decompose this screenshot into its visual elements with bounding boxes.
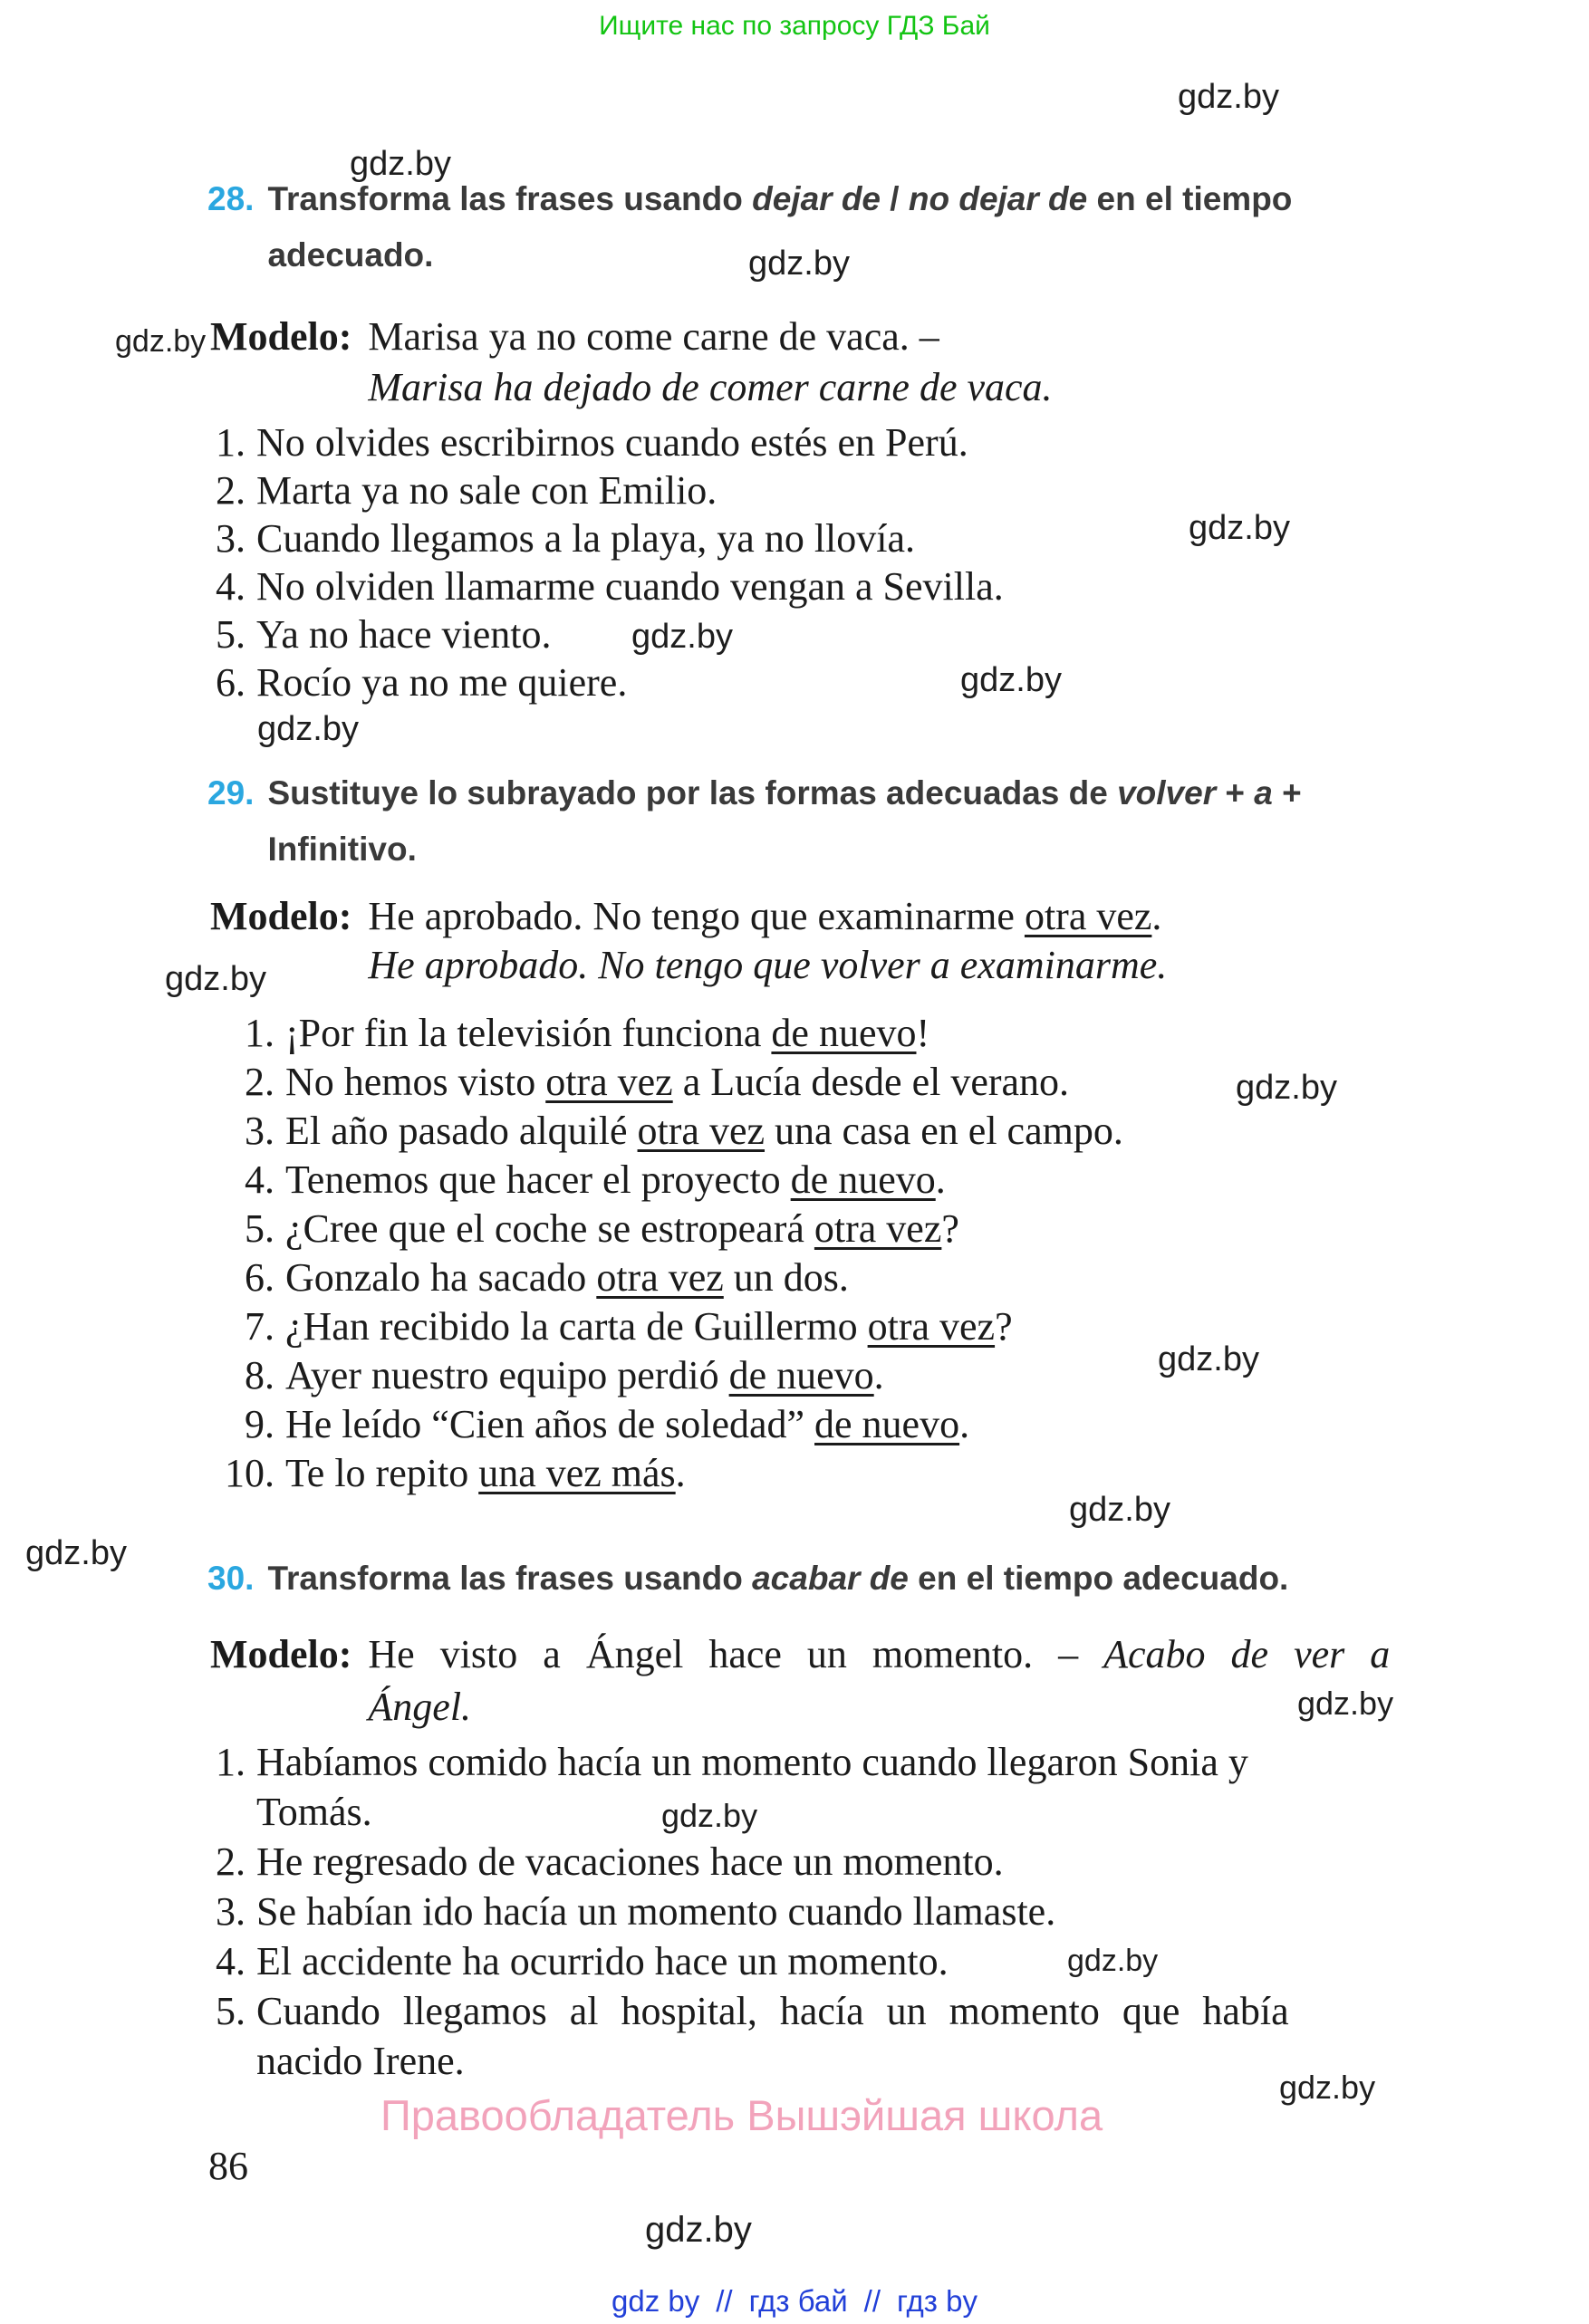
item-text <box>256 1737 1248 1837</box>
modelo-text <box>368 312 1052 413</box>
text-segment: . <box>873 1353 884 1397</box>
list-item <box>178 1107 1123 1156</box>
item-number: 8. <box>245 1353 274 1397</box>
gdz-watermark: gdz.by <box>1178 78 1279 116</box>
list-item <box>178 1058 1123 1107</box>
text-segment: no dejar de <box>908 180 1088 217</box>
text-segment: volver <box>1117 774 1217 811</box>
text-segment: otra vez <box>545 1060 673 1104</box>
text-segment: / <box>881 180 909 217</box>
modelo-text <box>368 892 1167 990</box>
gdz-watermark: gdz.by <box>115 324 207 359</box>
modelo-label: Modelo: <box>210 1632 352 1676</box>
list-item <box>178 562 1004 610</box>
list-item <box>178 1400 1123 1449</box>
text-segment: Gonzalo ha sacado <box>285 1255 597 1300</box>
text-segment: ¿Cree que el coche se estropeará <box>285 1206 814 1251</box>
item-text <box>256 1887 1055 1936</box>
exercise-number: 30. <box>207 1560 255 1597</box>
item-number: 7. <box>245 1304 274 1349</box>
list-item <box>178 1837 1289 1887</box>
list-item <box>178 1351 1123 1400</box>
text-segment: una vez más <box>478 1451 676 1495</box>
text-segment: No olviden llamarme cuando vengan a Sevilla. <box>256 564 1004 609</box>
list-item <box>178 1253 1123 1302</box>
text-segment: Habíamos comido hacía un momento cuando llegaron Sonia y <box>256 1740 1248 1784</box>
search-hint-banner: Ищите нас по запросу ГДЗ Бай <box>599 11 990 41</box>
gdz-watermark: gdz.by <box>25 1534 127 1572</box>
item-number: 1. <box>216 420 246 465</box>
text-segment: El año pasado alquilé <box>285 1109 638 1153</box>
text-segment: dejar de <box>752 180 881 217</box>
gdz-watermark: gdz.by <box>1236 1069 1337 1107</box>
item-text <box>285 1449 686 1498</box>
text-segment: + Infinitivo. <box>267 774 1302 868</box>
exercise-item-list <box>178 418 1004 706</box>
text-segment: un dos. <box>723 1255 849 1300</box>
text-segment: Se habían ido hacía un momento cuando llamaste. <box>256 1889 1056 1934</box>
item-number: 1. <box>216 1740 246 1784</box>
modelo-label: Modelo: <box>210 894 352 938</box>
gdz-watermark: gdz.by <box>1189 509 1290 547</box>
text-segment: He regresado de vacaciones hace un momento. <box>256 1839 1004 1884</box>
item-number: 2. <box>216 1839 246 1884</box>
item-number: 5. <box>216 1989 246 2033</box>
text-segment: Transforma las frases usando <box>267 180 753 217</box>
text-segment: Acabo de ver a <box>1103 1632 1391 1676</box>
text-segment: nacido Irene. <box>256 2039 465 2083</box>
text-segment: en el tiempo adecuado. <box>267 180 1293 274</box>
item-text <box>285 1205 959 1253</box>
text-segment: Tomás. <box>256 1790 372 1834</box>
item-text <box>256 1837 1004 1887</box>
gdz-watermark: gdz.by <box>661 1797 758 1834</box>
gdz-watermark: gdz.by <box>645 2210 752 2250</box>
text-segment: Marisa ya no come carne de vaca. – <box>368 314 939 359</box>
text-segment: . <box>1151 894 1162 938</box>
text-segment: Cuando llegamos a la playa, ya no llovía. <box>256 516 916 561</box>
gdz-watermark: gdz.by <box>350 145 451 183</box>
list-item <box>178 1156 1123 1205</box>
item-text <box>256 1986 1289 2086</box>
item-text <box>256 658 627 706</box>
item-number: 6. <box>245 1255 274 1300</box>
item-text <box>256 514 915 562</box>
item-number: 10. <box>225 1451 274 1495</box>
text-segment: . <box>959 1402 970 1446</box>
item-number: 6. <box>216 660 246 705</box>
page-number: 86 <box>208 2144 248 2188</box>
modelo-label: Modelo: <box>210 314 352 359</box>
gdz-watermark: gdz.by <box>1297 1685 1394 1722</box>
text-segment: Ángel. <box>368 1685 472 1729</box>
text-segment: Marta ya no sale con Emilio. <box>256 468 717 513</box>
gdz-watermark: gdz.by <box>165 960 266 998</box>
gdz-watermark: gdz.by <box>631 618 733 656</box>
text-segment: Cuando llegamos al hospital, hacía un momento que había <box>256 1989 1289 2033</box>
text-segment: . <box>935 1157 946 1202</box>
text-segment: He visto a Ángel hace un momento. – <box>368 1632 1104 1676</box>
item-number: 1. <box>245 1011 274 1055</box>
text-segment: Tenemos que hacer el proyecto <box>285 1157 791 1202</box>
item-number: 2. <box>216 468 246 513</box>
text-segment: . <box>675 1451 686 1495</box>
text-segment: gdz by <box>612 2284 700 2318</box>
list-item <box>178 1302 1123 1351</box>
item-number: 4. <box>216 564 246 609</box>
text-segment: otra vez <box>814 1206 942 1251</box>
text-segment: otra vez <box>867 1304 996 1349</box>
exercise-number: 28. <box>207 180 255 217</box>
list-item <box>178 514 1004 562</box>
text-segment: ! <box>916 1011 930 1055</box>
text-segment: en el tiempo adecuado. <box>908 1560 1289 1597</box>
item-number: 3. <box>245 1109 274 1153</box>
gdz-watermark: gdz.by <box>960 661 1062 699</box>
gdz-watermark: gdz.by <box>748 245 850 283</box>
text-segment: de nuevo <box>790 1157 936 1202</box>
item-number: 4. <box>216 1939 246 1983</box>
modelo-text <box>368 1628 1390 1733</box>
text-segment: acabar de <box>752 1560 909 1597</box>
item-text <box>256 562 1004 610</box>
text-segment: // <box>716 2284 733 2318</box>
list-item <box>178 1936 1289 1986</box>
text-segment: Ya no hace viento. <box>256 612 552 657</box>
list-item <box>178 610 1004 658</box>
text-segment: otra vez <box>637 1109 766 1153</box>
exercise-title <box>267 1551 1288 1607</box>
text-segment: una casa en el campo. <box>765 1109 1123 1153</box>
copyright-watermark: Правообладатель Вышэйшая школа <box>380 2091 1103 2139</box>
item-text <box>285 1058 1069 1107</box>
text-segment: No olvides escribirnos cuando estés en Perú. <box>256 420 968 465</box>
list-item <box>178 1205 1123 1253</box>
text-segment: Rocío ya no me quiere. <box>256 660 628 705</box>
item-text <box>256 418 968 466</box>
exercise-number: 29. <box>207 774 255 811</box>
item-text <box>256 610 551 658</box>
text-segment: otra vez <box>596 1255 724 1300</box>
text-segment: de nuevo <box>728 1353 874 1397</box>
list-item <box>178 1449 1123 1498</box>
list-item <box>178 466 1004 514</box>
text-segment: otra vez <box>1024 894 1152 938</box>
exercise-item-list <box>178 1009 1123 1498</box>
text-segment: Transforma las frases usando <box>267 1560 753 1597</box>
item-text <box>285 1253 849 1302</box>
item-text <box>285 1156 946 1205</box>
item-text <box>285 1400 969 1449</box>
item-number: 5. <box>245 1206 274 1251</box>
exercise-item-list <box>178 1737 1289 2086</box>
gdz-watermark: gdz.by <box>1279 2069 1376 2106</box>
item-text <box>285 1351 884 1400</box>
item-text <box>285 1302 1013 1351</box>
text-segment: He aprobado. No tengo que examinarme <box>368 894 1025 938</box>
text-segment: Marisa ha dejado de comer carne de vaca. <box>368 365 1053 409</box>
exercise-title <box>267 765 1436 878</box>
text-segment: He aprobado. No tengo que volver a examinarme. <box>368 943 1168 987</box>
text-segment: El accidente ha ocurrido hace un momento. <box>256 1939 949 1983</box>
item-number: 3. <box>216 516 246 561</box>
text-segment: ¿Han recibido la carta de Guillermo <box>285 1304 868 1349</box>
list-item <box>178 1009 1123 1058</box>
text-segment: ? <box>941 1206 959 1251</box>
text-segment: Ayer nuestro equipo perdió <box>285 1353 729 1397</box>
text-segment: ¡Por fin la televisión funciona <box>285 1011 772 1055</box>
item-text <box>285 1009 929 1058</box>
text-segment: + <box>1216 774 1255 811</box>
text-segment: de nuevo <box>771 1011 917 1055</box>
text-segment: // <box>863 2284 881 2318</box>
text-segment: гдз бай <box>748 2284 848 2318</box>
text-segment: a <box>1254 774 1273 811</box>
list-item <box>178 1737 1289 1837</box>
text-segment: a Lucía desde el verano. <box>672 1060 1070 1104</box>
text-segment: гдз by <box>897 2284 977 2318</box>
text-segment: No hemos visto <box>285 1060 546 1104</box>
gdz-watermark: gdz.by <box>1067 1944 1159 1978</box>
item-text <box>256 466 717 514</box>
gdz-watermark: gdz.by <box>1158 1340 1259 1378</box>
exercise-title <box>267 171 1436 283</box>
item-number: 3. <box>216 1889 246 1934</box>
list-item <box>178 1887 1289 1936</box>
footer-links[interactable] <box>0 2284 1589 2319</box>
list-item <box>178 1986 1289 2086</box>
text-segment: de nuevo <box>814 1402 960 1446</box>
item-text <box>256 1936 949 1986</box>
text-segment: Sustituye lo subrayado por las formas adecuadas de <box>267 774 1118 811</box>
item-number: 4. <box>245 1157 274 1202</box>
item-number: 5. <box>216 612 246 657</box>
list-item <box>178 418 1004 466</box>
item-text <box>285 1107 1123 1156</box>
list-item <box>178 658 1004 706</box>
gdz-watermark: gdz.by <box>257 710 359 748</box>
item-number: 2. <box>245 1060 274 1104</box>
gdz-watermark: gdz.by <box>1069 1491 1170 1529</box>
text-segment: ? <box>995 1304 1013 1349</box>
text-segment: He leído “Cien años de soledad” <box>285 1402 815 1446</box>
text-segment: Te lo repito <box>285 1451 479 1495</box>
item-number: 9. <box>245 1402 274 1446</box>
